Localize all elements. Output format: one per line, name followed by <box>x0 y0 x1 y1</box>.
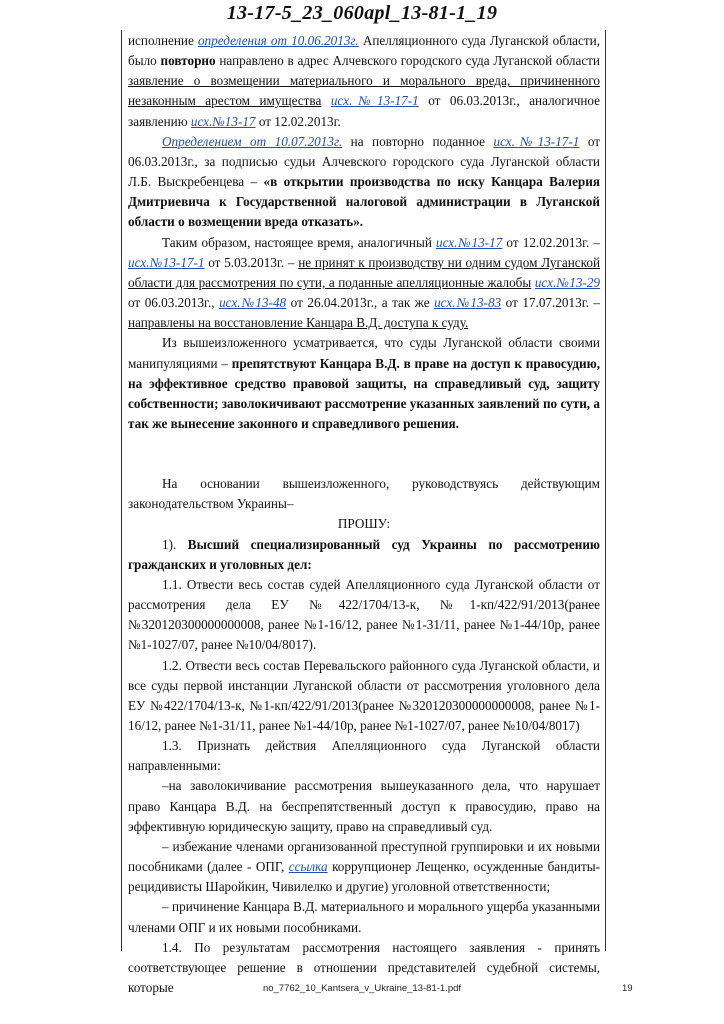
request-item-1-1: 1.1. Отвести весь состав судей Апелляционного суда Луганской области от рассмотрения дела ЕУ №422/1704/13-к, №1-кп/422/91/2013(ранее №320120300000000008, ранее №1-16/12, ранее №1-31/11, ранее №1-44/10р, ранее №1-1027/07, ранее №10/04/8017). <box>128 576 600 653</box>
text: на повторно поданное <box>342 133 494 149</box>
footer-filename: no_7762_10_Kantsera_v_Ukraine_13-81-1.pdf <box>262 983 462 994</box>
paragraph-5: На основании вышеизложенного, руководствуясь действующим законодательством Украины– <box>128 476 600 512</box>
text: коррупционер Лещенко, осужденные бандиты-рецидивисты Шаройкин, Чивилелко и другие) уголовной ответственности; <box>128 859 600 895</box>
link-ref-13-17[interactable]: исх.№13-17 <box>190 113 256 129</box>
link-ref-13-17-1[interactable]: исх.№13-17-1 <box>493 133 580 149</box>
text: от 17.07.2013г. – <box>501 295 601 311</box>
paragraph-2 <box>128 132 600 233</box>
request-item-1-2: 1.2. Отвести весь состав Перевальского районного суда Луганской области, и все суды первой инстанции Луганской области от рассмотрения уголовного дела ЕУ №422/1704/13-к, №1-кп/422/91/2013(ранее №320120300000000008, ранее №1-16/12, ранее №1-31/11, ранее №1-44/10р, ранее №1-1027/07, ранее №10/04/8017) <box>128 657 600 733</box>
link-ref-13-48[interactable]: исх.№13-48 <box>219 295 287 311</box>
request-heading: ПРОШУ: <box>337 516 391 532</box>
text: – избежание членами организованной преступной группировки и их новыми пособниками (далее - ОПГ, <box>128 838 600 875</box>
link-ref-13-29[interactable]: исх.№13-29 <box>534 274 601 290</box>
text: от 06.03.2013г., <box>128 295 220 311</box>
text: Апелляционного суда Луганской области, было <box>128 33 601 69</box>
document-code-header: 13-17-5_23_060apl_13-81-1_19 <box>226 2 498 24</box>
paragraph-4 <box>128 333 600 434</box>
bold-text: Высший специализированный суд Украины по рассмотрению гражданских и уголовных дел: <box>128 536 600 572</box>
text <box>321 93 330 108</box>
text: от 06.03.2013г., аналогичное заявлению <box>128 93 601 129</box>
paragraph-1 <box>128 31 600 132</box>
underlined-text: заявление о возмещении материального и морального вреда, причиненного незаконным арестом имущества <box>128 73 600 109</box>
link-ref-13-83[interactable]: исх.№13-83 <box>434 295 502 311</box>
text: направлено в адрес Алчевского городского суда Луганской области <box>215 53 600 69</box>
link-source[interactable]: ссылка <box>288 859 328 875</box>
spacer <box>128 454 600 474</box>
link-ref-13-17-1[interactable]: исх.№13-17-1 <box>330 93 419 109</box>
text: от 26.04.2013г., а так же <box>286 295 435 311</box>
text: исполнение <box>128 33 198 48</box>
text: от 12.02.2013г. – <box>502 234 601 250</box>
request-item-1-4: 1.4. По результатам рассмотрения настоящего заявления - принять соответствующее решение в отношении представителей судебной системы, которые <box>128 939 600 996</box>
link-ref-13-17[interactable]: исх.№13-17 <box>436 234 503 250</box>
request-subitem <box>128 837 600 897</box>
text: от 12.02.2013г. <box>255 113 341 129</box>
paragraph-3 <box>128 233 600 334</box>
document-body <box>128 31 600 998</box>
underlined-text: направлены на восстановление Канцара В.Д. доступа к суду. <box>128 315 469 331</box>
bold-text: повторно <box>160 53 216 69</box>
text: от 06.03.2013г., за подписью судьи Алчевского городского суда Луганской области Л.Б. Выскребенцева – <box>128 133 601 190</box>
bold-text: препятствуют Канцара В.Д. в праве на доступ к правосудию, на эффективное средство правовой защиты, на справедливый суд, защиту собственности; заволокичивают рассмотрение указанных заявлений по сути, а так же вынесение законного и справедливого решения. <box>128 355 600 431</box>
paragraph-7 <box>128 535 600 575</box>
text: 1). <box>162 536 188 552</box>
link-ruling-10-07-2013[interactable]: Определением от 10.07.2013г. <box>162 133 343 149</box>
bold-quote: «в открытии производства по иску Канцара Валерия Дмитриевича к Государственной налоговой администрации в Луганской области о возмещении вреда отказать». <box>128 174 600 230</box>
spacer <box>128 434 600 454</box>
text: Таким образом, настоящее время, аналогичный <box>162 234 437 250</box>
link-ruling-10-06-2013[interactable]: определения от 10.06.2013г. <box>197 33 359 48</box>
underlined-text: не принят к производству ни одним судом Луганской области для рассмотрения по сути, а поданные апелляционные жалобы <box>128 254 601 290</box>
text: от 5.03.2013г. – <box>204 254 299 270</box>
request-subitem: –на заволокичивание рассмотрения вышеуказанного дела, что нарушает право Канцара В.Д. на беспрепятственный доступ к правосудию, право на эффективную юридическую защиту, право на справедливый суд. <box>128 778 600 834</box>
text: Из вышеизложенного усматривается, что суды Луганской области своими манипуляциями – <box>128 335 600 371</box>
request-item-1-3: 1.3. Признать действия Апелляционного суда Луганской области направленными: <box>128 738 600 774</box>
request-subitem: – причинение Канцара В.Д. материального и морального ущерба указанными членами ОПГ и их новыми пособниками. <box>128 899 600 935</box>
page-number: 19 <box>622 983 633 994</box>
link-ref-13-17-1[interactable]: исх.№13-17-1 <box>128 254 205 270</box>
